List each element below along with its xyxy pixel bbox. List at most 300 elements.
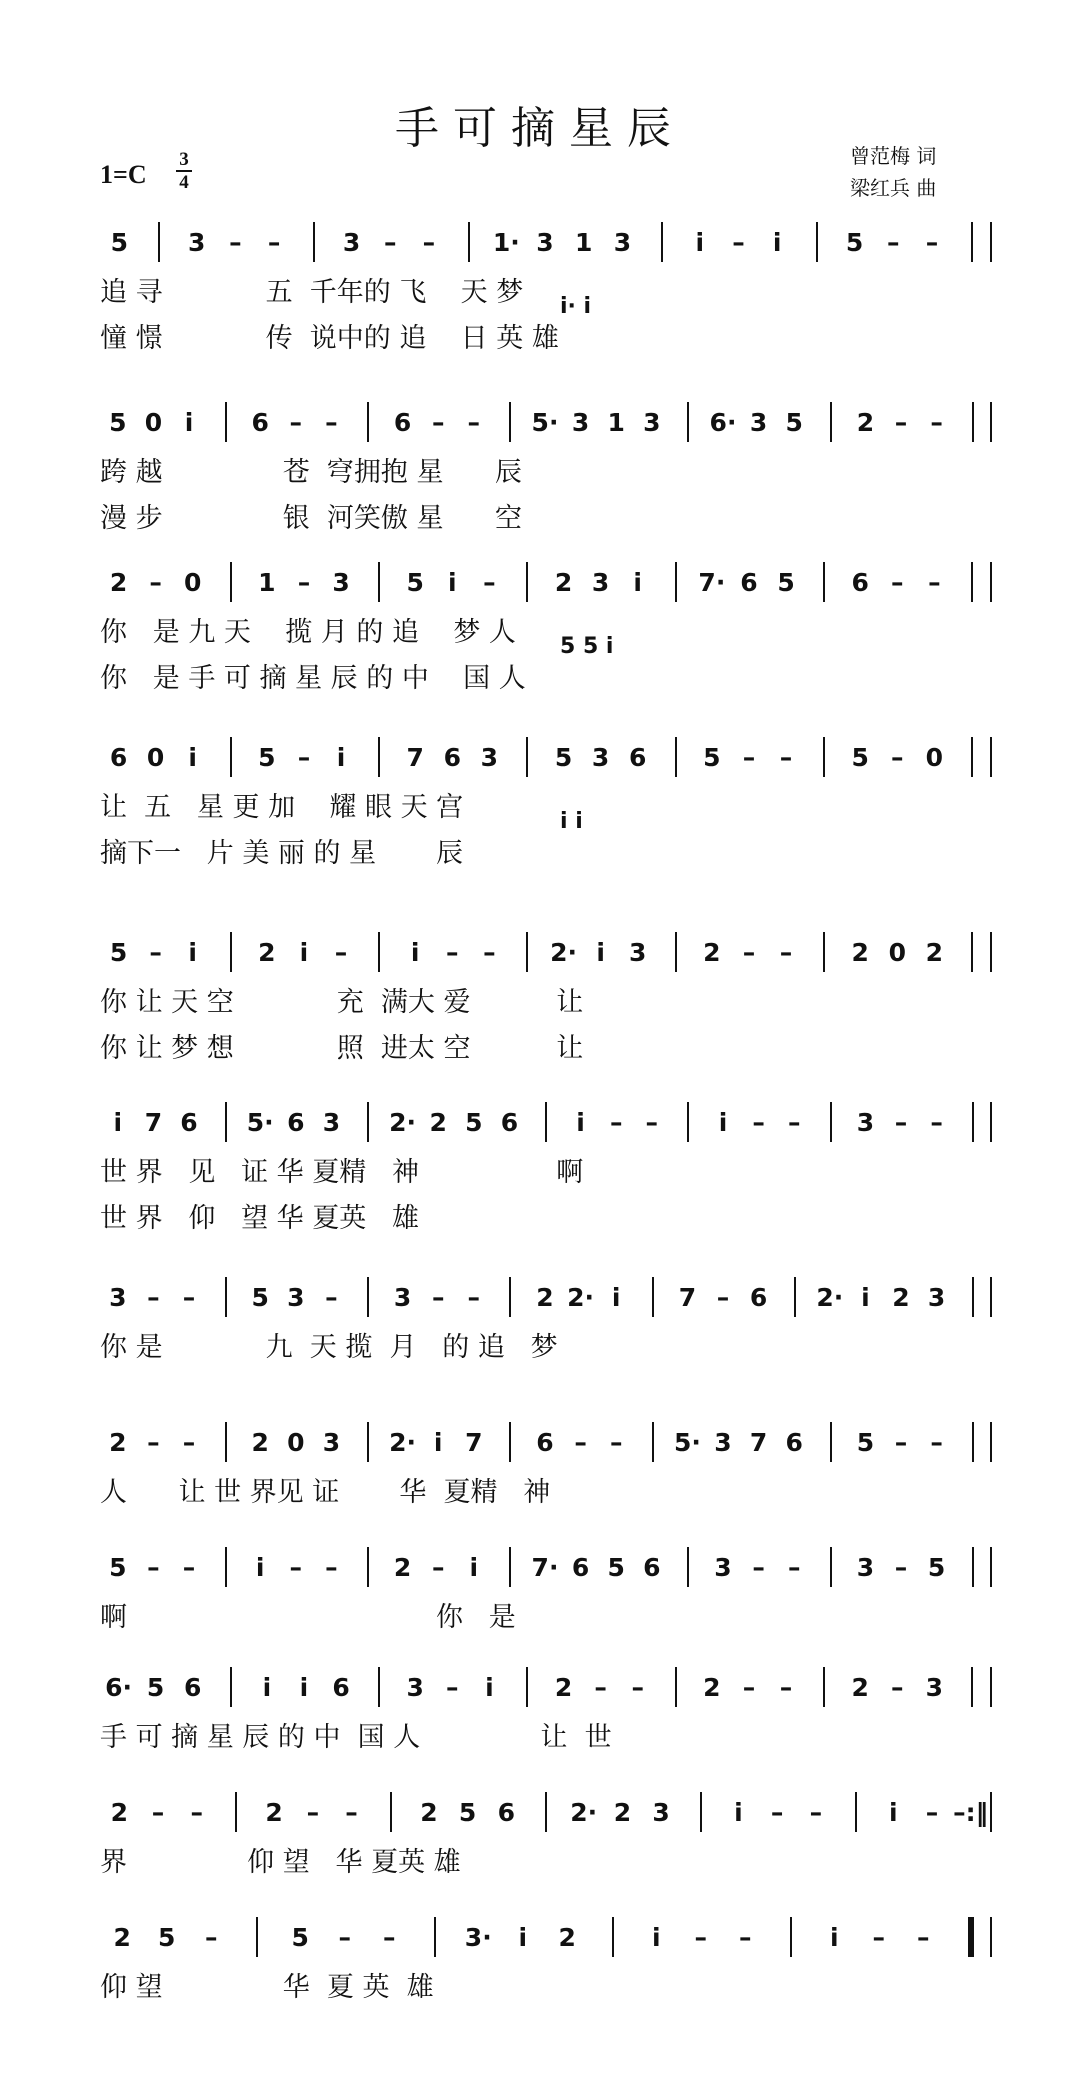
note: 5	[703, 743, 721, 772]
note: 0	[184, 568, 202, 597]
note: 5	[458, 1798, 477, 1827]
note: –	[483, 938, 496, 967]
notes-line	[100, 1923, 990, 1967]
note: 2	[892, 1283, 910, 1312]
note: –	[887, 228, 900, 257]
note: –	[779, 1673, 793, 1702]
note: –	[383, 1923, 396, 1952]
note: –	[891, 568, 904, 597]
score-system	[0, 220, 1080, 380]
note: –	[325, 1283, 338, 1312]
note: 6	[785, 1428, 803, 1457]
barline	[990, 222, 992, 262]
note: –	[894, 1108, 908, 1137]
note: 5·	[246, 1108, 274, 1137]
note: –	[205, 1923, 218, 1952]
barline	[823, 562, 825, 602]
note: –	[147, 1428, 160, 1457]
score-system	[0, 400, 1080, 560]
note: 5	[406, 568, 424, 597]
note: 2	[554, 1673, 573, 1702]
barline	[526, 1667, 528, 1707]
key-signature: 1=C	[100, 160, 147, 189]
barline	[225, 1547, 227, 1587]
note: i	[734, 1798, 743, 1827]
note: 2·	[570, 1798, 598, 1827]
note: 3	[591, 568, 610, 597]
barline	[675, 932, 677, 972]
note: i	[611, 1283, 621, 1312]
time-signature	[176, 150, 192, 192]
note: 2·	[389, 1108, 417, 1137]
note: 3	[342, 228, 361, 257]
note: i	[829, 1923, 839, 1952]
note: –	[182, 1553, 196, 1582]
barline	[990, 402, 992, 442]
barline	[378, 737, 380, 777]
note: 3	[613, 228, 632, 257]
note: 3	[927, 1283, 946, 1312]
notes-line	[100, 938, 990, 982]
barline	[661, 222, 663, 262]
note: 5	[554, 743, 573, 772]
barline	[256, 1917, 258, 1957]
lyrics-verse-2: 憧 憬 传 说中的 追 日 英 雄	[100, 323, 559, 354]
note: 3	[571, 408, 590, 437]
note: 3	[652, 1798, 670, 1827]
barline	[225, 1422, 227, 1462]
notes-line	[100, 568, 990, 612]
barline	[971, 222, 973, 262]
note: –	[645, 1108, 659, 1137]
note: 3	[643, 408, 661, 437]
note: 3	[856, 1108, 875, 1137]
note: 0	[925, 743, 944, 772]
score-system	[0, 1100, 1080, 1260]
note: –	[894, 1428, 908, 1457]
barline	[378, 562, 380, 602]
note: –	[422, 228, 436, 257]
note: i	[772, 228, 782, 257]
note: i	[596, 938, 605, 967]
barline	[526, 737, 528, 777]
note: 3	[188, 228, 206, 257]
note: 5	[258, 743, 276, 772]
barline	[378, 932, 380, 972]
lyrics-verse-1: 世 界 见 证 华 夏精 神 啊	[100, 1157, 584, 1188]
note: i	[447, 568, 457, 597]
note: 1	[607, 408, 625, 437]
note: i	[576, 1108, 585, 1137]
time-numerator: 3	[179, 149, 189, 170]
note: 3	[925, 1673, 944, 1702]
note: i	[433, 1428, 443, 1457]
lyrics-verse-2: 摘下一 片 美 丽 的 星 辰	[100, 838, 464, 869]
note: –	[483, 568, 496, 597]
lyrics-verse-1: 你 让 天 空 充 满大 爱 让	[100, 987, 584, 1018]
note: i	[469, 1553, 479, 1582]
note: i	[861, 1283, 870, 1312]
note: –	[930, 408, 943, 437]
barline	[830, 1547, 832, 1587]
note: 6	[443, 743, 461, 772]
note: –:‖	[953, 1798, 989, 1827]
note: 2·	[389, 1428, 417, 1457]
note: –	[787, 1108, 801, 1137]
note: 6	[740, 568, 758, 597]
note: 5	[251, 1283, 269, 1312]
note: –	[894, 408, 908, 437]
note: 3	[536, 228, 554, 257]
note: –	[742, 743, 756, 772]
note: 2	[703, 938, 721, 967]
barline	[823, 932, 825, 972]
note: 3·	[464, 1923, 492, 1952]
note: 2	[393, 1553, 412, 1582]
note: 2	[558, 1923, 576, 1952]
note: –	[446, 938, 459, 967]
note: 7	[144, 1108, 163, 1137]
note: 7	[406, 743, 424, 772]
barline	[816, 222, 818, 262]
note: 3	[856, 1553, 875, 1582]
note: 6	[643, 1553, 661, 1582]
lyrics-verse-1: 手 可 摘 星 辰 的 中 国 人 让 世	[100, 1722, 612, 1753]
barline	[794, 1277, 796, 1317]
note: –	[925, 228, 939, 257]
note: 5	[158, 1923, 176, 1952]
notes-line	[100, 1673, 990, 1717]
note: 6	[332, 1673, 350, 1702]
note: –	[574, 1428, 587, 1457]
note: 3	[322, 1428, 341, 1457]
note: –	[446, 1673, 459, 1702]
barline	[509, 402, 511, 442]
barline	[687, 1547, 689, 1587]
note: 6	[536, 1428, 554, 1457]
lyrics-verse-2: 漫 步 银 河笑傲 星 空	[100, 503, 522, 534]
note: –	[609, 1108, 623, 1137]
note: i	[255, 1553, 265, 1582]
note: 0	[146, 743, 165, 772]
note: –	[151, 1798, 165, 1827]
barline	[830, 1422, 832, 1462]
note: 6	[184, 1673, 202, 1702]
note: 2·	[550, 938, 577, 967]
lyrics-verse-1: 你 是 九 天 揽 月 的 追 梦	[100, 1332, 558, 1363]
lyricist: 曾范梅 词	[850, 144, 937, 168]
note: –	[345, 1798, 358, 1827]
barline	[225, 402, 227, 442]
barline	[675, 562, 677, 602]
note: 3	[332, 568, 350, 597]
note: i	[262, 1673, 272, 1702]
note: –	[631, 1673, 644, 1702]
barline	[990, 1422, 992, 1462]
note: 5	[109, 1553, 127, 1582]
barline	[990, 1547, 992, 1587]
note: 7	[678, 1283, 697, 1312]
note: 5	[607, 1553, 625, 1582]
notes-line	[100, 743, 990, 787]
note: –	[338, 1923, 351, 1952]
barline	[509, 1422, 511, 1462]
note: –	[742, 938, 756, 967]
note: –	[383, 228, 397, 257]
barline	[545, 1792, 547, 1832]
barline	[990, 1917, 992, 1957]
barline	[230, 562, 232, 602]
note: –	[752, 1108, 765, 1137]
note: i	[518, 1923, 528, 1952]
note: 1	[574, 228, 593, 257]
barline	[367, 1547, 369, 1587]
note: –	[267, 228, 281, 257]
note: 3	[480, 743, 499, 772]
score-system	[0, 1275, 1080, 1435]
barline	[367, 1277, 369, 1317]
note: –	[787, 1553, 801, 1582]
score-system	[0, 560, 1080, 720]
notes-line	[100, 1108, 990, 1152]
note: –	[431, 408, 445, 437]
note: 7	[465, 1428, 483, 1457]
note: 5	[777, 568, 795, 597]
note: 3	[749, 408, 768, 437]
barline	[526, 562, 528, 602]
final-barline	[968, 1917, 974, 1957]
note: 6	[851, 568, 869, 597]
note: 2	[554, 568, 573, 597]
note: –	[594, 1673, 607, 1702]
note: 2·	[816, 1283, 844, 1312]
note: 6	[500, 1108, 519, 1137]
barline	[700, 1792, 702, 1832]
barline	[509, 1547, 511, 1587]
note: 5	[110, 228, 129, 257]
score-system	[0, 1915, 1080, 2075]
note: 2	[925, 938, 944, 967]
barline	[367, 1102, 369, 1142]
barline	[652, 1277, 654, 1317]
note: 7·	[698, 568, 726, 597]
note: –	[930, 1108, 943, 1137]
lyrics-verse-2: 你 让 梦 想 照 进太 空 让	[100, 1033, 584, 1064]
barline	[367, 402, 369, 442]
note: 3	[591, 743, 610, 772]
note: 2	[536, 1283, 554, 1312]
note: –	[779, 938, 793, 967]
barline	[509, 1277, 511, 1317]
note: –	[149, 568, 162, 597]
barline	[612, 1917, 614, 1957]
barline	[526, 932, 528, 972]
score-system	[0, 930, 1080, 1090]
note: 2	[113, 1923, 131, 1952]
note: –	[694, 1923, 707, 1952]
note: 5	[291, 1923, 309, 1952]
barline	[823, 1667, 825, 1707]
note: 5	[465, 1108, 483, 1137]
note: 2	[856, 408, 875, 437]
notes-line	[100, 1553, 990, 1597]
barline	[390, 1792, 392, 1832]
note: i	[633, 568, 642, 597]
note: –	[894, 1553, 908, 1582]
note: –	[325, 408, 338, 437]
barline	[990, 1102, 992, 1142]
notes-line	[100, 1283, 990, 1327]
note: i	[188, 743, 197, 772]
note: 6	[393, 408, 412, 437]
note: –	[431, 1553, 445, 1582]
note: 2	[851, 1673, 869, 1702]
barline	[652, 1422, 654, 1462]
note: i	[718, 1108, 728, 1137]
note: 6·	[709, 408, 737, 437]
note: –	[925, 1798, 939, 1827]
note: –	[891, 1673, 904, 1702]
note: –	[229, 228, 242, 257]
lyrics-verse-1: 你 是 九 天 揽 月 的 追 梦 人	[100, 617, 516, 648]
note: 5	[146, 1673, 165, 1702]
composer: 梁红兵 曲	[850, 176, 937, 200]
note: 7	[749, 1428, 768, 1457]
note: 6·	[105, 1673, 132, 1702]
note: 3	[287, 1283, 305, 1312]
note: –	[770, 1798, 784, 1827]
note: –	[467, 1283, 481, 1312]
barline	[971, 932, 973, 972]
note: 3	[393, 1283, 412, 1312]
note: –	[779, 743, 793, 772]
barline	[990, 1667, 992, 1707]
note: i	[113, 1108, 123, 1137]
note: 7·	[531, 1553, 559, 1582]
note: 3	[714, 1553, 732, 1582]
note: –	[289, 408, 303, 437]
barline	[225, 1277, 227, 1317]
barline	[972, 1277, 974, 1317]
note: –	[182, 1283, 196, 1312]
barline	[990, 932, 992, 972]
note: 6	[497, 1798, 515, 1827]
note: 5	[845, 228, 864, 257]
note: 6	[571, 1553, 590, 1582]
barline	[434, 1917, 436, 1957]
credits	[850, 140, 936, 204]
barline	[990, 737, 992, 777]
barline	[990, 562, 992, 602]
note: –	[752, 1553, 765, 1582]
note: –	[147, 1553, 160, 1582]
note: 5	[109, 938, 128, 967]
note: 6	[109, 743, 128, 772]
note: 2	[251, 1428, 269, 1457]
barline	[230, 932, 232, 972]
note: –	[891, 743, 904, 772]
notes-line	[100, 1428, 990, 1472]
note: 6	[749, 1283, 768, 1312]
note: 5	[851, 743, 869, 772]
note: –	[149, 938, 162, 967]
note: i	[336, 743, 346, 772]
barline	[971, 1667, 973, 1707]
barline	[990, 1277, 992, 1317]
note: –	[809, 1798, 823, 1827]
barline	[230, 1667, 232, 1707]
note: –	[147, 1283, 160, 1312]
note: 2	[110, 1798, 129, 1827]
notes-line	[100, 408, 990, 452]
note: –	[716, 1283, 730, 1312]
notes-line	[100, 228, 990, 272]
note: 1	[258, 568, 276, 597]
lyrics-verse-1: 人 让 世 界见 证 华 夏精 神	[100, 1477, 551, 1508]
note: –	[930, 1428, 943, 1457]
note: 3	[322, 1108, 341, 1137]
note: i	[410, 938, 420, 967]
note: 5	[856, 1428, 875, 1457]
note: 2	[851, 938, 869, 967]
barline	[972, 1102, 974, 1142]
note: –	[742, 1673, 756, 1702]
note: 2	[420, 1798, 438, 1827]
note: i	[651, 1923, 661, 1952]
note: –	[306, 1798, 320, 1827]
note: 2	[703, 1673, 721, 1702]
lyrics-verse-1: 跨 越 苍 穹拥抱 星 辰	[100, 457, 522, 488]
note: 3	[714, 1428, 732, 1457]
barline	[468, 222, 470, 262]
lyrics-verse-2: 你 是 手 可 摘 星 辰 的 中 国 人	[100, 663, 526, 694]
note: –	[289, 1553, 303, 1582]
note: i	[485, 1673, 494, 1702]
barline	[687, 402, 689, 442]
note: –	[431, 1283, 445, 1312]
note: –	[325, 1553, 338, 1582]
barline	[971, 737, 973, 777]
note: i	[888, 1798, 898, 1827]
note: –	[872, 1923, 885, 1952]
note: i	[188, 938, 197, 967]
note: 2	[109, 1428, 127, 1457]
note: 5	[785, 408, 803, 437]
note: 5·	[531, 408, 559, 437]
note: 5·	[673, 1428, 701, 1457]
alternate-notes: i· i	[560, 294, 592, 319]
note: 3	[109, 1283, 127, 1312]
lyrics-verse-1: 让 五 星 更 加 耀 眼 天 宫	[100, 792, 464, 823]
note: 6	[251, 408, 269, 437]
barline	[235, 1792, 237, 1832]
note: 6	[629, 743, 647, 772]
note: i	[299, 1673, 309, 1702]
note: –	[297, 743, 311, 772]
barline	[972, 402, 974, 442]
note: 2·	[567, 1283, 595, 1312]
barline	[675, 737, 677, 777]
notes-line	[100, 1798, 990, 1842]
note: –	[190, 1798, 203, 1827]
barline	[990, 1792, 992, 1832]
note: –	[917, 1923, 930, 1952]
note: –	[739, 1923, 752, 1952]
lyrics-verse-1: 啊 你 是	[100, 1602, 516, 1633]
note: 1·	[492, 228, 520, 257]
score-system	[0, 735, 1080, 895]
note: –	[467, 408, 481, 437]
